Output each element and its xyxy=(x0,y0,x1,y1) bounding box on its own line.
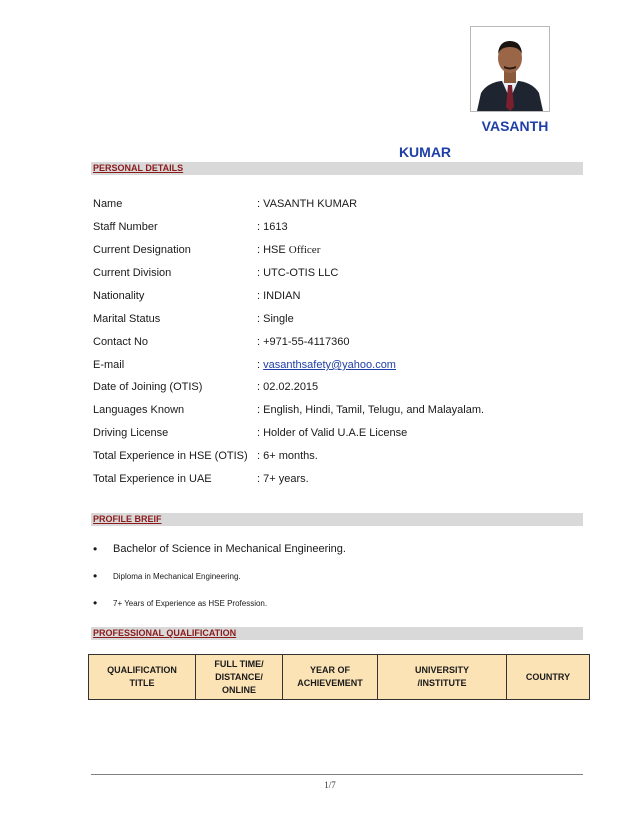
detail-label: E-mail xyxy=(93,359,125,371)
table-header-year: YEAR OF ACHIEVEMENT xyxy=(283,655,378,700)
footer-divider xyxy=(91,774,583,775)
section-personal-details xyxy=(91,162,583,175)
designation-title: Officer xyxy=(288,244,321,256)
profile-item-text: Bachelor of Science in Mechanical Engineering. xyxy=(113,543,346,555)
bullet-icon: • xyxy=(93,596,98,610)
detail-label: Date of Joining (OTIS) xyxy=(93,381,203,393)
detail-label: Current Division xyxy=(93,267,172,279)
detail-label: Contact No xyxy=(93,336,149,348)
detail-label: Marital Status xyxy=(93,313,161,325)
email-prefix: : xyxy=(257,359,264,371)
detail-value: : 02.02.2015 xyxy=(257,381,319,393)
section-title: PROFILE BREIF xyxy=(93,514,162,524)
detail-value: : 7+ years. xyxy=(257,473,309,485)
detail-value xyxy=(257,243,320,257)
detail-value: : +971-55-4117360 xyxy=(257,336,350,348)
detail-value: : Holder of Valid U.A.E License xyxy=(257,427,408,439)
table-header-university: UNIVERSITY /INSTITUTE xyxy=(378,655,507,700)
detail-label: Total Experience in HSE (OTIS) xyxy=(93,450,248,462)
table-header-row xyxy=(89,655,590,700)
detail-label: Name xyxy=(93,198,123,210)
table-header-qualification-title: QUALIFICATION TITLE xyxy=(89,655,196,700)
candidate-last-name: KUMAR xyxy=(398,144,452,160)
profile-item-text: Diploma in Mechanical Engineering. xyxy=(113,572,241,581)
designation-prefix: : HSE xyxy=(257,244,289,256)
detail-label: Driving License xyxy=(93,427,169,439)
detail-label: Nationality xyxy=(93,290,145,302)
qualification-table xyxy=(88,654,590,700)
detail-label: Total Experience in UAE xyxy=(93,473,212,485)
detail-value: : 6+ months. xyxy=(257,450,318,462)
bullet-icon: • xyxy=(93,542,98,556)
detail-value: : Single xyxy=(257,313,294,325)
detail-value: : English, Hindi, Tamil, Telugu, and Malayalam. xyxy=(257,404,485,416)
detail-value: : 1613 xyxy=(257,221,288,233)
detail-label: Languages Known xyxy=(93,404,185,416)
detail-value: : VASANTH KUMAR xyxy=(257,198,358,210)
candidate-first-name: VASANTH xyxy=(481,118,549,134)
section-profile-brief xyxy=(91,513,583,526)
detail-value: : INDIAN xyxy=(257,290,301,302)
detail-value: : UTC-OTIS LLC xyxy=(257,267,339,279)
detail-label: Staff Number xyxy=(93,221,158,233)
detail-value xyxy=(257,358,396,372)
page-number: 1/7 xyxy=(324,780,336,790)
table-header-mode: FULL TIME/ DISTANCE/ ONLINE xyxy=(196,655,283,700)
email-link[interactable]: vasanthsafety@yahoo.com xyxy=(263,359,396,371)
profile-item-text: 7+ Years of Experience as HSE Profession. xyxy=(113,599,268,608)
table-header-country: COUNTRY xyxy=(507,655,590,700)
profile-photo xyxy=(470,26,550,112)
detail-label: Current Designation xyxy=(93,244,191,256)
section-title: PERSONAL DETAILS xyxy=(93,163,184,173)
bullet-icon: • xyxy=(93,569,98,583)
section-title: PROFESSIONAL QUALIFICATION xyxy=(93,628,237,638)
section-professional-qualification xyxy=(91,627,583,640)
